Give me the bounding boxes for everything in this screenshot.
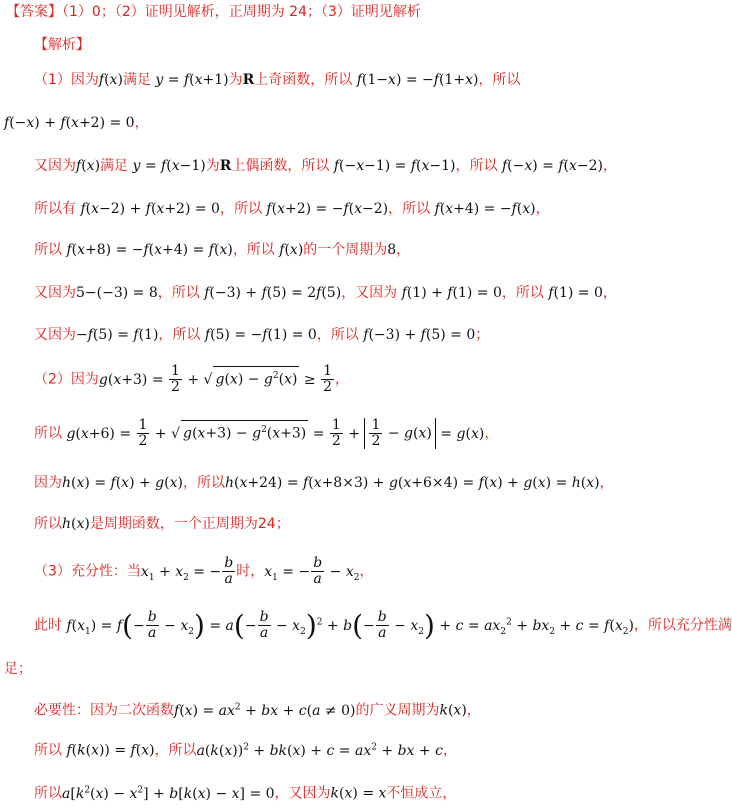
part3-line4: 必要性：因为二次函数$f(x) = ax^2$ + bx + c(a ≠ 0)的广义周期为k(x)， [34,702,481,719]
part1-line6: 又因为5−(−3) = 8，所以 f(−3) + f(5) = 2f(5)，又因为 f(1) + f(1) = 0，所以 f(1) = 0， [34,285,617,301]
answer-text: （1）0；（2）证明见解析，正周期为 24；（3）证明见解析 [62,4,421,20]
answer-tag: 【答案】 [6,4,62,20]
part3-line6: 所以$a[k^2(x) - x^2] + b[k(x) - x] = 0$，又因为k(x) = x不恒成立， [34,785,457,802]
analysis-tag: 【解析】 [34,37,90,53]
part1-line7: 又因为−f(5) = f(1)，所以 f(5) = −f(1) = 0，所以 f(−3) + f(5) = 0； [34,327,490,343]
part3-line2: 此时 $f(x_1) = f(-$ $\frac{b}{a}$ − $x_2) = a(-$ $\frac{b}{a}$ − $x_2)^2 + b(-$ $\frac{b}{a}$ − $x_2) + c = ax_2^2 + bx_2 + c = f(x_2)$，所以充分性满 [34,608,732,642]
answer-line [6,3,421,21]
part3-line3: 足； [4,661,32,677]
part1-line3: 又因为f(x)满足 y = f(x−1)为R上偶函数，所以 f(−x−1) = f(x−1)，所以 f(−x) = f(x−2)， [34,158,618,174]
part2-line4: 所以h(x)是周期函数，一个正周期为24； [34,516,290,532]
part3-line1: （3）充分性：当$x_1 + x_2$ = − $\frac{b}{a}$ 时，$x_1$ = − $\frac{b}{a}$ − $x_2$， [34,555,374,587]
part1-line5: 所以 f(x+8) = −f(x+4) = f(x)，所以 f(x)的一个周期为8， [34,242,411,258]
part2-line2: 所以 g(x+6) = $\frac{1}{2}$ + √ $g(x+3) - g^2(x+3)$ = $\frac{1}{2}$ + $\frac{1}{2}$ − g(x) = g(x)， [34,417,499,449]
part1-line4: 所以有 f(x−2) + f(x+2) = 0，所以 f(x+2) = −f(x−2)，所以 f(x+4) = −f(x)， [34,201,550,217]
part1-line1: （1）因为f(x)满足 y = f(x+1)为R上奇函数，所以 f(1−x) = −f(1+x)，所以 [34,72,521,88]
part1-line2: f(−x) + f(x+2) = 0， [4,115,149,131]
part2-line1: （2）因为g(x+3) = $\frac{1}{2}$ + √ $g(x) - g^2(x)$ ≥ $\frac{1}{2}$ ， [34,363,350,395]
part3-line5: 所以 f(k(x)) = f(x)，所以$a(k(x))^2 + bk(x) + c = ax^2$ + bx + c， [34,742,457,759]
part2-line3: 因为h(x) = f(x) + g(x)，所以h(x+24) = f(x+8×3) + g(x+6×4) = f(x) + g(x) = h(x)， [34,475,614,491]
